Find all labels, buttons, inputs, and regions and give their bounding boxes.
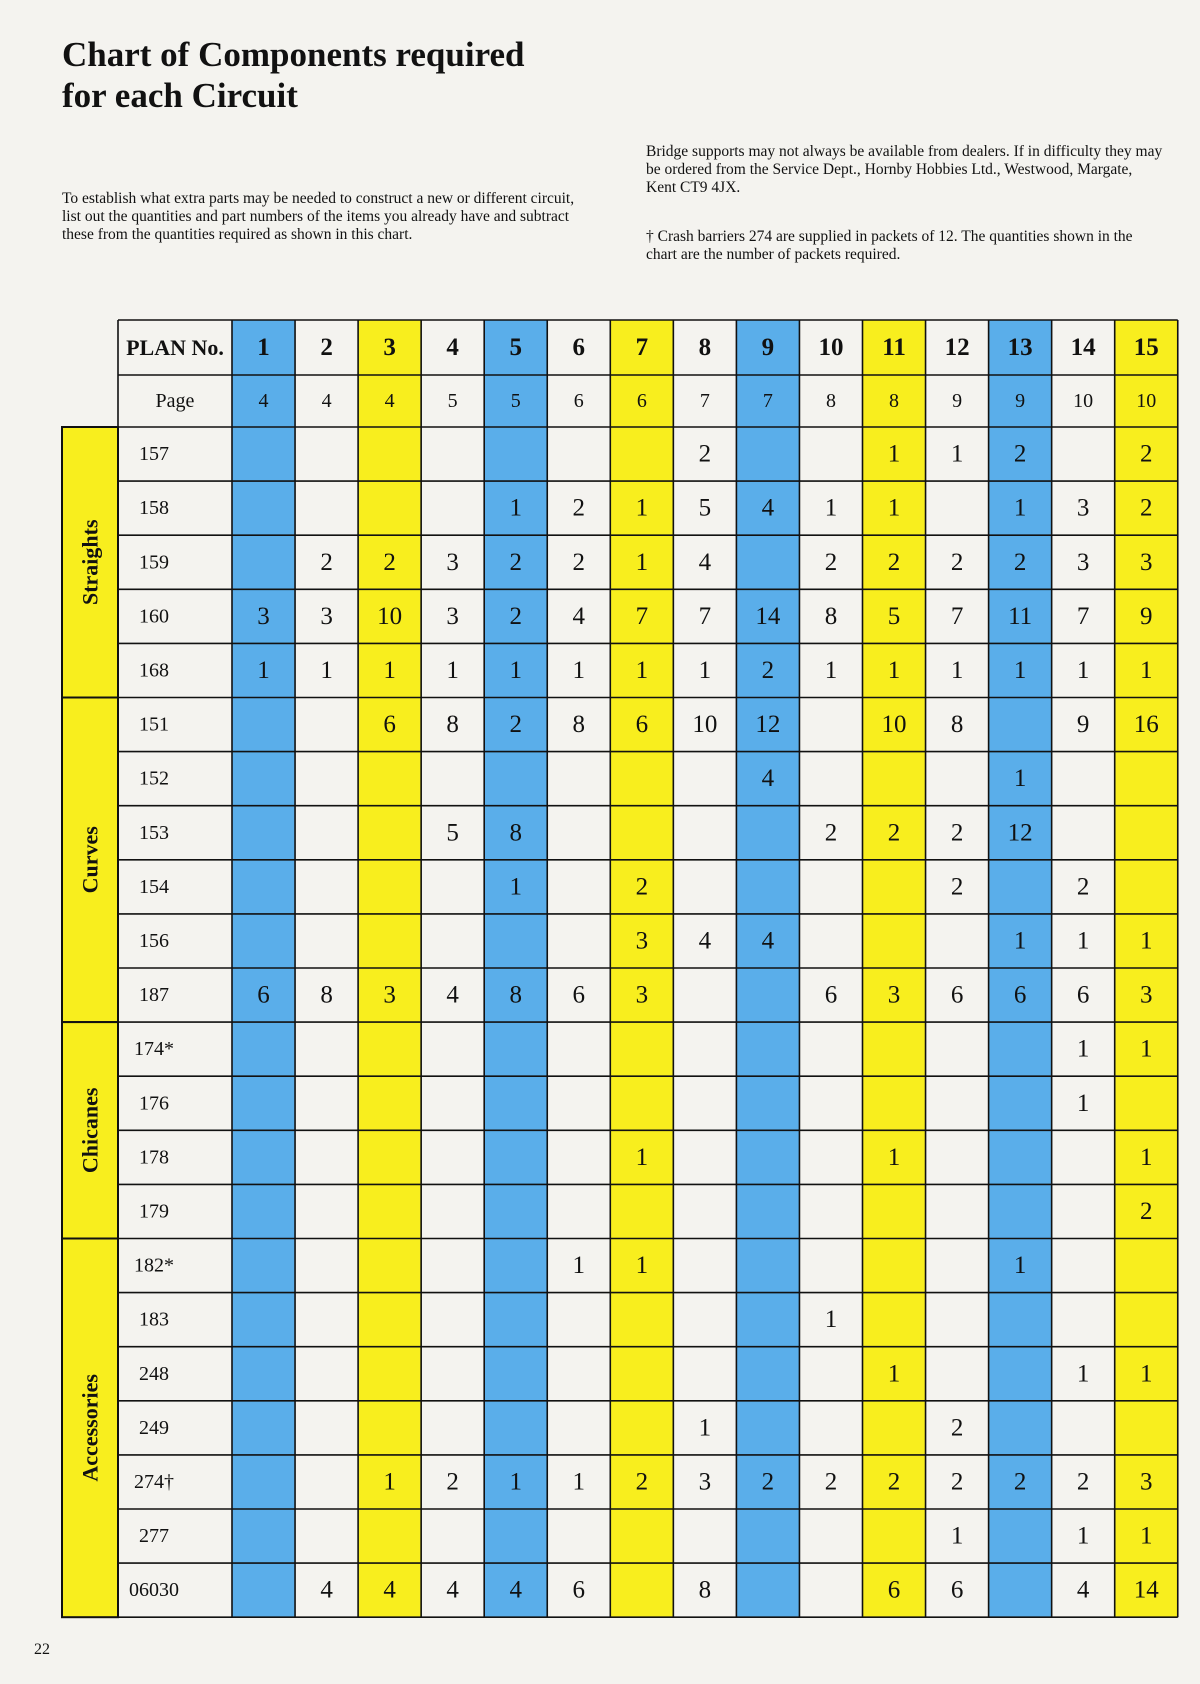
quantity-cell: 6 (887, 1576, 901, 1604)
quantity-cell: 1 (950, 656, 964, 684)
part-number: 153 (139, 821, 169, 844)
page-reference: 7 (762, 390, 773, 412)
quantity-cell: 1 (1139, 656, 1153, 684)
quantity-cell: 6 (1076, 981, 1090, 1009)
quantity-cell: 1 (887, 440, 901, 468)
quantity-cell: 1 (1013, 1252, 1027, 1280)
quantity-cell: 1 (824, 1306, 838, 1334)
page-reference: 6 (573, 390, 584, 412)
quantity-cell: 3 (635, 927, 649, 955)
plan-number: 7 (635, 334, 649, 361)
quantity-cell: 4 (383, 1576, 396, 1604)
quantity-cell: 2 (1013, 548, 1027, 576)
plan-number: 9 (761, 334, 775, 361)
quantity-cell: 7 (950, 602, 964, 630)
quantity-cell: 2 (887, 1468, 901, 1496)
quantity-cell: 12 (1007, 819, 1033, 847)
plan-number-header: PLAN No. (126, 335, 224, 360)
quantity-cell: 1 (887, 1143, 901, 1171)
quantity-cell: 3 (887, 981, 901, 1009)
page-reference: 4 (258, 390, 269, 412)
quantity-cell: 10 (881, 711, 907, 739)
quantity-cell: 1 (950, 1522, 964, 1550)
quantity-cell: 2 (1139, 1197, 1153, 1225)
quantity-cell: 3 (383, 981, 396, 1009)
plan-number: 12 (944, 334, 970, 361)
quantity-cell: 8 (446, 711, 459, 739)
plan-number: 13 (1007, 334, 1033, 361)
page-reference: 5 (447, 390, 458, 412)
quantity-cell: 8 (320, 981, 333, 1009)
part-number: 158 (139, 497, 169, 520)
group-label: Chicanes (77, 1087, 103, 1174)
quantity-cell: 2 (1139, 494, 1153, 522)
quantity-cell: 1 (509, 873, 522, 901)
plan-number: 4 (446, 334, 459, 361)
quantity-cell: 2 (824, 819, 838, 847)
quantity-cell: 5 (446, 819, 459, 847)
quantity-cell: 1 (635, 1252, 649, 1280)
quantity-cell: 3 (446, 548, 459, 576)
quantity-cell: 2 (446, 1468, 459, 1496)
quantity-cell: 3 (1139, 1468, 1153, 1496)
quantity-cell: 2 (1076, 873, 1090, 901)
quantity-cell: 4 (698, 548, 712, 576)
quantity-cell: 1 (635, 548, 649, 576)
page-reference: 4 (384, 390, 395, 412)
quantity-cell: 4 (572, 602, 586, 630)
part-number: 248 (139, 1362, 169, 1385)
quantity-cell: 14 (1133, 1576, 1159, 1604)
quantity-cell: 3 (698, 1468, 712, 1496)
part-number: 182* (134, 1254, 174, 1277)
group-label: Curves (77, 826, 103, 894)
quantity-cell: 1 (509, 656, 522, 684)
quantity-cell: 1 (257, 656, 270, 684)
quantity-cell: 6 (950, 981, 964, 1009)
quantity-cell: 1 (1076, 656, 1090, 684)
quantity-cell: 6 (257, 981, 270, 1009)
quantity-cell: 10 (692, 711, 718, 739)
quantity-cell: 2 (635, 873, 649, 901)
quantity-cell: 6 (950, 1576, 964, 1604)
part-number: 179 (139, 1200, 169, 1223)
quantity-cell: 2 (320, 548, 333, 576)
quantity-cell: 1 (572, 656, 586, 684)
quantity-cell: 1 (1076, 1360, 1090, 1388)
quantity-cell: 2 (761, 656, 775, 684)
quantity-cell: 1 (950, 440, 964, 468)
quantity-cell: 1 (635, 1143, 649, 1171)
part-number: 176 (139, 1092, 169, 1115)
quantity-cell: 6 (572, 981, 586, 1009)
quantity-cell: 7 (698, 602, 712, 630)
quantity-cell: 2 (572, 494, 586, 522)
quantity-cell: 1 (635, 656, 649, 684)
quantity-cell: 1 (572, 1252, 586, 1280)
intro-paragraph: To establish what extra parts may be needed to construct a new or different circuit, list out the quantities and part numbers of the items you already have and subtract these from the quantities required as shown in this chart. (62, 190, 575, 243)
quantity-cell: 2 (950, 1414, 964, 1442)
quantity-cell: 8 (572, 711, 586, 739)
part-number: 160 (139, 605, 169, 628)
quantity-cell: 1 (824, 494, 838, 522)
quantity-cell: 6 (383, 711, 396, 739)
quantity-cell: 2 (950, 548, 964, 576)
quantity-cell: 1 (1013, 927, 1027, 955)
part-number: 183 (139, 1308, 169, 1331)
plan-number: 14 (1070, 334, 1096, 361)
quantity-cell: 7 (1076, 602, 1090, 630)
quantity-cell: 1 (887, 494, 901, 522)
quantity-cell: 2 (1076, 1468, 1090, 1496)
quantity-cell: 1 (887, 656, 901, 684)
crash-barriers-note: † Crash barriers 274 are supplied in packets of 12. The quantities shown in the chart are the number of packets required. (646, 228, 1133, 263)
part-number: 277 (139, 1525, 169, 1548)
quantity-cell: 1 (1013, 494, 1027, 522)
part-number: 06030 (129, 1579, 179, 1602)
quantity-cell: 11 (1008, 602, 1033, 630)
plan-number: 15 (1133, 334, 1159, 361)
quantity-cell: 2 (698, 440, 712, 468)
quantity-cell: 1 (1139, 1143, 1153, 1171)
quantity-cell: 2 (950, 819, 964, 847)
quantity-cell: 6 (572, 1576, 586, 1604)
quantity-cell: 1 (824, 656, 838, 684)
quantity-cell: 5 (887, 602, 901, 630)
page-reference: 10 (1136, 390, 1157, 412)
quantity-cell: 8 (509, 819, 522, 847)
page-reference: 10 (1073, 390, 1094, 412)
quantity-cell: 10 (377, 602, 403, 630)
quantity-cell: 1 (1076, 1089, 1090, 1117)
quantity-cell: 1 (1076, 1522, 1090, 1550)
plan-number: 10 (818, 334, 844, 361)
part-number: 157 (139, 443, 169, 466)
page-header: Page (155, 390, 195, 412)
title-line-2: for each Circuit (62, 76, 298, 115)
plan-number: 1 (257, 334, 270, 361)
page-reference: 9 (952, 390, 963, 412)
quantity-cell: 9 (1139, 602, 1153, 630)
quantity-cell: 4 (698, 927, 712, 955)
quantity-cell: 5 (698, 494, 712, 522)
quantity-cell: 4 (761, 927, 775, 955)
quantity-cell: 14 (755, 602, 781, 630)
quantity-cell: 4 (509, 1576, 522, 1604)
part-number: 249 (139, 1416, 169, 1439)
plan-number: 2 (320, 334, 333, 361)
quantity-cell: 7 (635, 602, 649, 630)
part-number: 274† (134, 1470, 174, 1493)
quantity-cell: 1 (1139, 927, 1153, 955)
quantity-cell: 2 (824, 1468, 838, 1496)
quantity-cell: 4 (320, 1576, 333, 1604)
quantity-cell: 8 (698, 1576, 712, 1604)
page-reference: 9 (1015, 390, 1026, 412)
quantity-cell: 4 (446, 981, 459, 1009)
quantity-cell: 2 (383, 548, 396, 576)
title-line-1: Chart of Components required (62, 35, 525, 74)
quantity-cell: 2 (950, 873, 964, 901)
quantity-cell: 2 (1013, 440, 1027, 468)
quantity-cell: 8 (509, 981, 522, 1009)
quantity-cell: 6 (635, 711, 649, 739)
quantity-cell: 4 (1076, 1576, 1090, 1604)
page-reference: 5 (510, 390, 521, 412)
plan-number: 11 (882, 334, 906, 361)
quantity-cell: 3 (257, 602, 270, 630)
quantity-cell: 1 (1139, 1360, 1153, 1388)
plan-number: 6 (572, 334, 586, 361)
quantity-cell: 1 (383, 656, 396, 684)
quantity-cell: 2 (635, 1468, 649, 1496)
plan-number: 3 (383, 334, 396, 361)
quantity-cell: 2 (1013, 1468, 1027, 1496)
group-label: Accessories (77, 1374, 103, 1482)
page-reference: 8 (825, 390, 836, 412)
quantity-cell: 1 (698, 1414, 712, 1442)
quantity-cell: 3 (320, 602, 333, 630)
quantity-cell: 1 (572, 1468, 586, 1496)
page-reference: 8 (889, 390, 900, 412)
quantity-cell: 1 (1013, 765, 1027, 793)
quantity-cell: 8 (950, 711, 964, 739)
quantity-cell: 1 (1076, 927, 1090, 955)
quantity-cell: 4 (761, 494, 775, 522)
quantity-cell: 2 (887, 548, 901, 576)
quantity-cell: 1 (698, 656, 712, 684)
quantity-cell: 1 (383, 1468, 396, 1496)
part-number: 156 (139, 929, 169, 952)
quantity-cell: 9 (1076, 711, 1090, 739)
plan-number: 8 (698, 334, 712, 361)
quantity-cell: 3 (635, 981, 649, 1009)
quantity-cell: 1 (320, 656, 333, 684)
quantity-cell: 2 (824, 548, 838, 576)
part-number: 154 (139, 875, 169, 898)
bridge-supports-note: Bridge supports may not always be available from dealers. If in difficulty they may be ordered from the Service Dept., Hornby Hobbies Ltd., Westwood, Margate, Kent CT9 4JX. (646, 143, 1163, 196)
quantity-cell: 3 (1076, 548, 1090, 576)
quantity-cell: 2 (1139, 440, 1153, 468)
page-reference: 4 (321, 390, 332, 412)
quantity-cell: 1 (887, 1360, 901, 1388)
page-reference: 7 (699, 390, 710, 412)
quantity-cell: 2 (887, 819, 901, 847)
quantity-cell: 8 (824, 602, 838, 630)
part-number: 174* (134, 1038, 174, 1061)
quantity-cell: 1 (1139, 1522, 1153, 1550)
quantity-cell: 4 (761, 765, 775, 793)
quantity-cell: 3 (1139, 548, 1153, 576)
quantity-cell: 2 (509, 711, 522, 739)
part-number: 178 (139, 1146, 169, 1169)
quantity-cell: 1 (509, 1468, 522, 1496)
quantity-cell: 1 (1013, 656, 1027, 684)
part-number: 168 (139, 659, 169, 682)
quantity-cell: 16 (1133, 711, 1159, 739)
quantity-cell: 1 (509, 494, 522, 522)
quantity-cell: 3 (1139, 981, 1153, 1009)
part-number: 151 (139, 713, 169, 736)
quantity-cell: 6 (1013, 981, 1027, 1009)
quantity-cell: 1 (635, 494, 649, 522)
quantity-cell: 6 (824, 981, 838, 1009)
quantity-cell: 3 (1076, 494, 1090, 522)
quantity-cell: 1 (1139, 1035, 1153, 1063)
plan-number: 5 (509, 334, 522, 361)
quantity-cell: 12 (755, 711, 781, 739)
quantity-cell: 2 (509, 548, 522, 576)
quantity-cell: 3 (446, 602, 459, 630)
part-number: 159 (139, 551, 169, 574)
part-number: 152 (139, 767, 169, 790)
quantity-cell: 1 (1076, 1035, 1090, 1063)
quantity-cell: 2 (572, 548, 586, 576)
group-label: Straights (77, 519, 103, 606)
quantity-cell: 2 (950, 1468, 964, 1496)
quantity-cell: 2 (509, 602, 522, 630)
quantity-cell: 2 (761, 1468, 775, 1496)
part-number: 187 (139, 984, 169, 1007)
quantity-cell: 1 (446, 656, 459, 684)
page-number: 22 (34, 1641, 50, 1658)
quantity-cell: 4 (446, 1576, 459, 1604)
page-reference: 6 (636, 390, 647, 412)
